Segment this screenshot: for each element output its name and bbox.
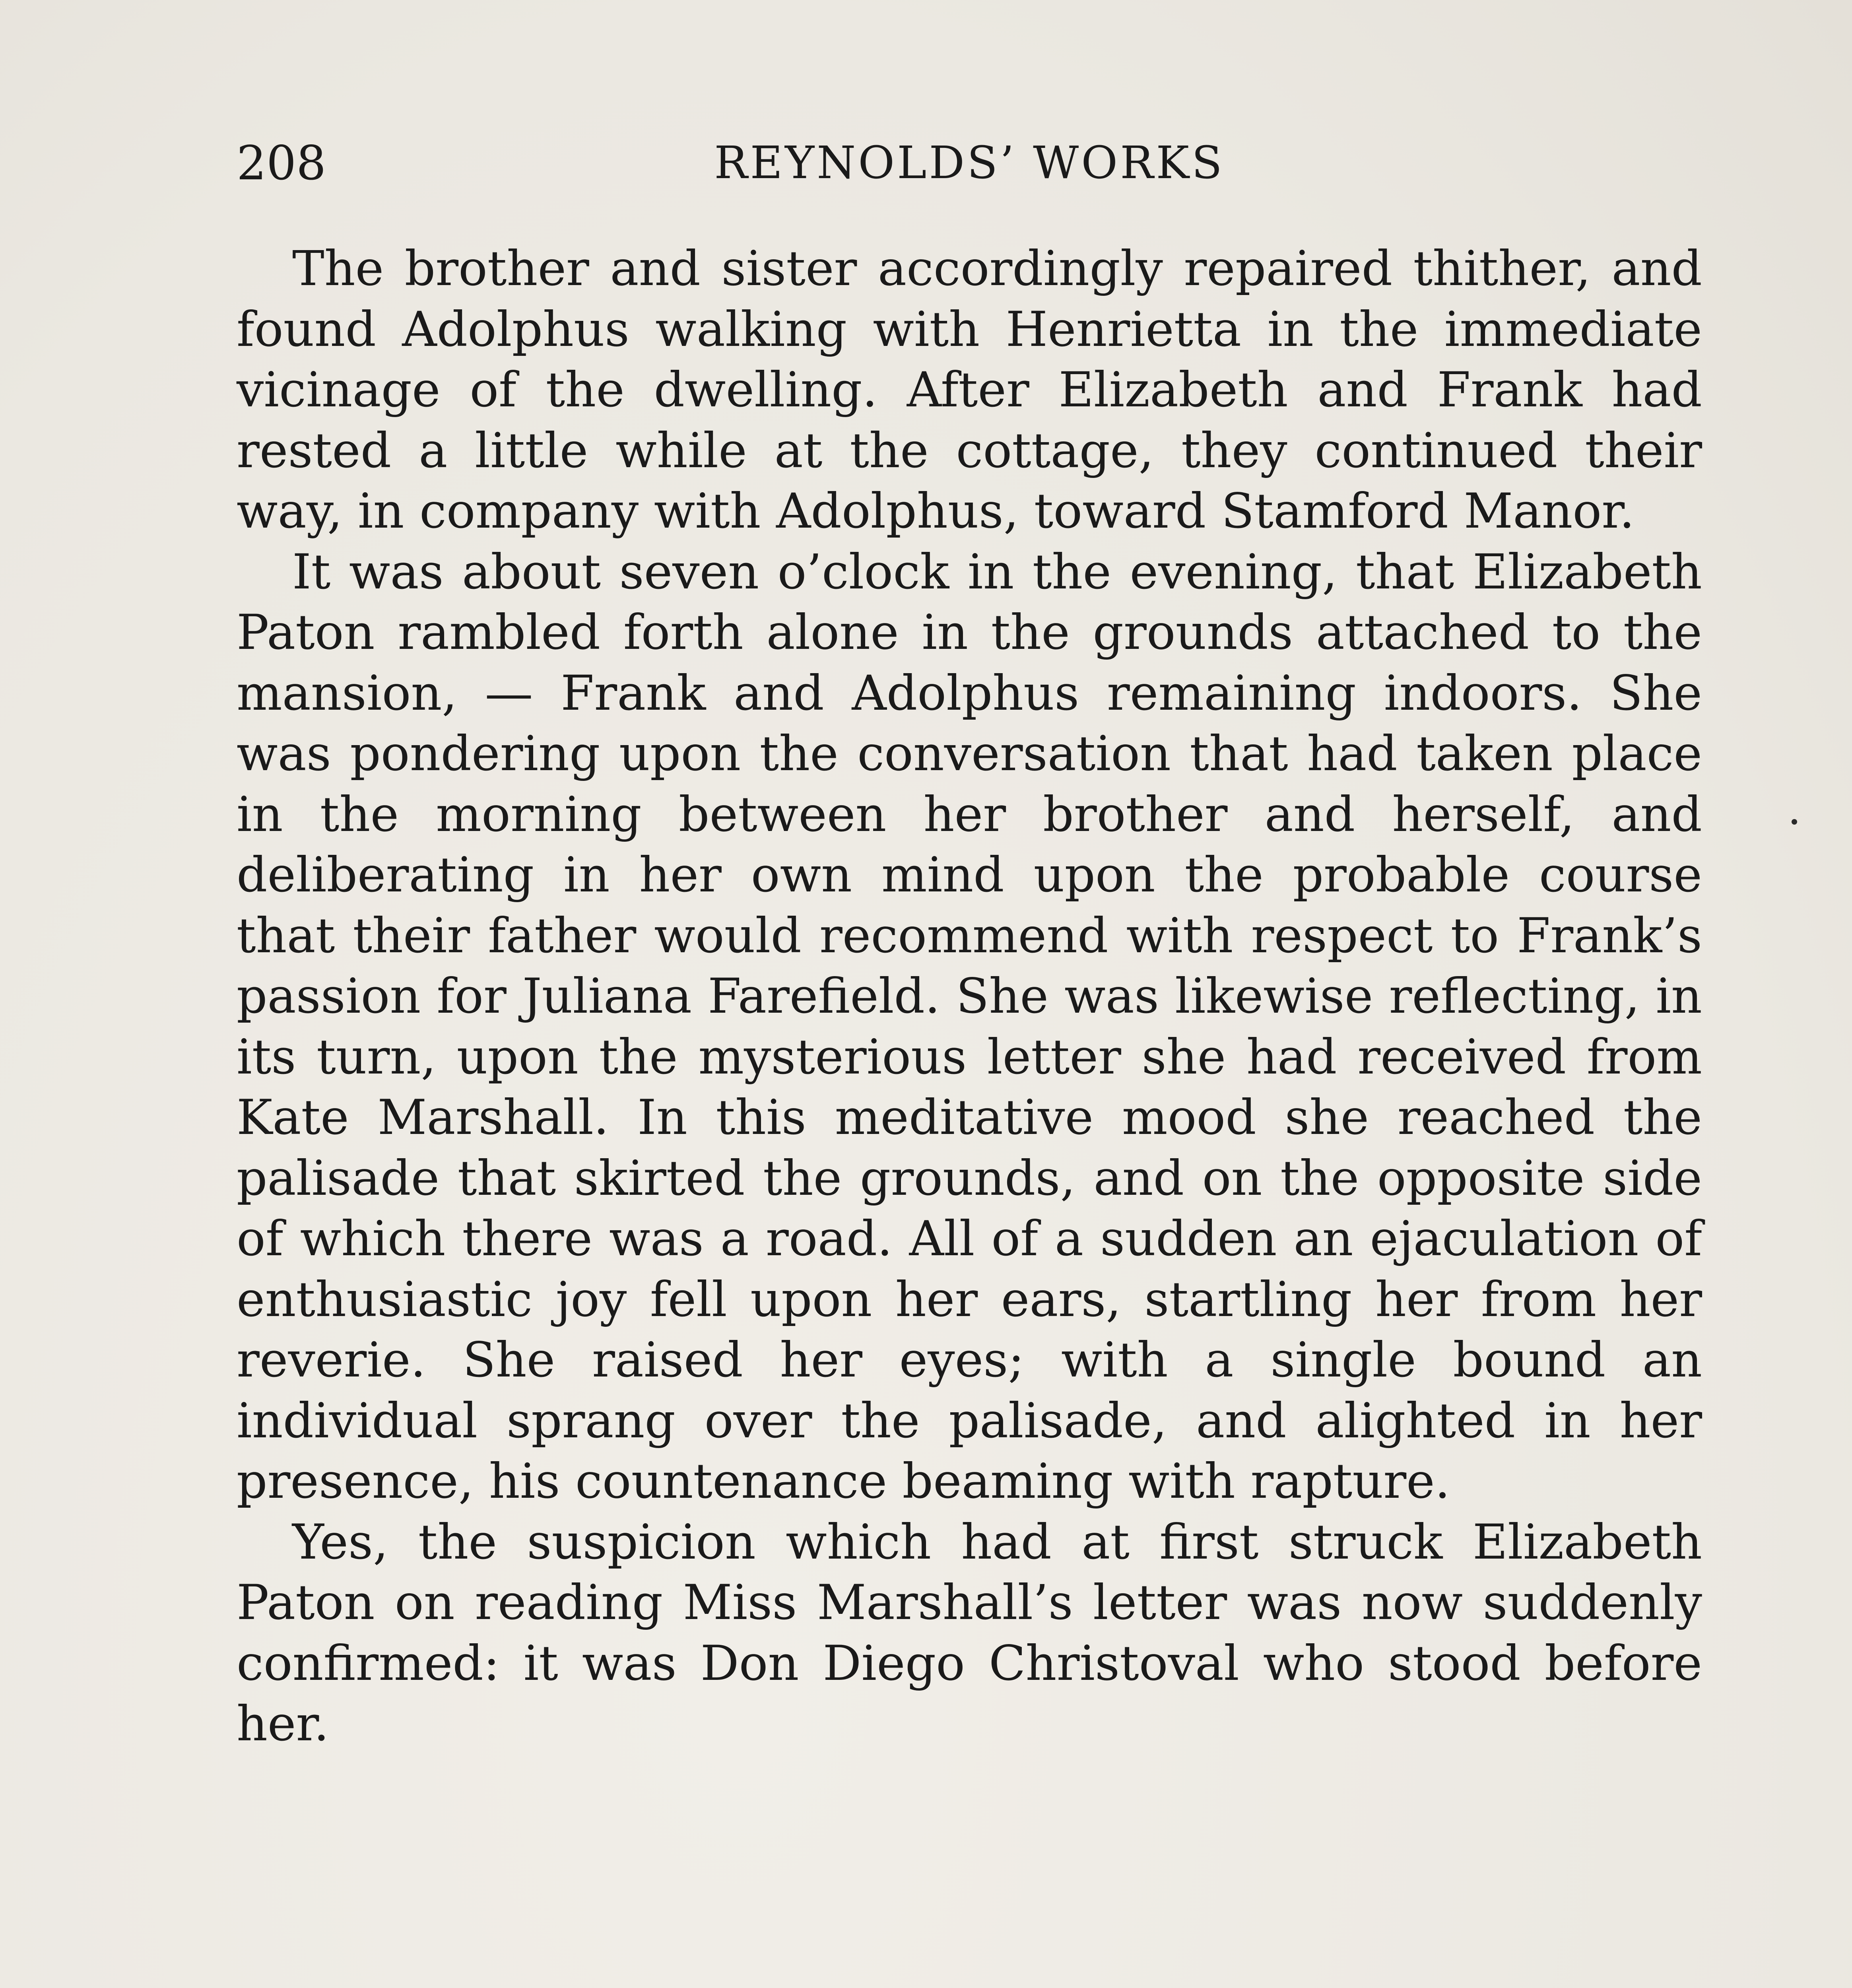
paragraph-3: Yes, the suspicion which had at first struck Elizabeth Paton on reading Miss Marshall’s letter was now suddenly confirmed: it was Don Diego Christoval who stood before her. [237,1514,1702,1752]
page-header [237,131,1702,195]
ink-speck [1792,819,1797,825]
page-number: 208 [237,136,326,190]
paragraph-2: It was about seven o’clock in the evening, that Elizabeth Paton rambled forth alone in the grounds attached to the mansion, — Frank and Adolphus remaining indoors. She was pondering upon the conversation that had taken place in the morning between her brother and herself, and deliberating in her own mind upon the probable course that their father would recommend with respect to Frank’s passion for Juliana Farefield. She was likewise reflecting, in its turn, upon the mysterious letter she had received from Kate Marshall. In this meditative mood she reached the palisade that skirted the grounds, and on the opposite side of which there was a road. All of a sudden an ejaculation of enthusiastic joy fell upon her ears, startling her from her reverie. She raised her eyes; with a single bound an individual sprang over the palisade, and alighted in her presence, his countenance beaming with rapture. [237,544,1702,1509]
running-title: REYNOLDS’ WORKS [714,137,1225,189]
paragraph-1: The brother and sister accordingly repaired thither, and found Adolphus walking with Henrietta in the immediate vicinage of the dwelling. After Elizabeth and Frank had rested a little while at the cottage, they continued their way, in company with Adolphus, toward Stamford Manor. [237,241,1702,539]
body-text [237,239,1702,1755]
